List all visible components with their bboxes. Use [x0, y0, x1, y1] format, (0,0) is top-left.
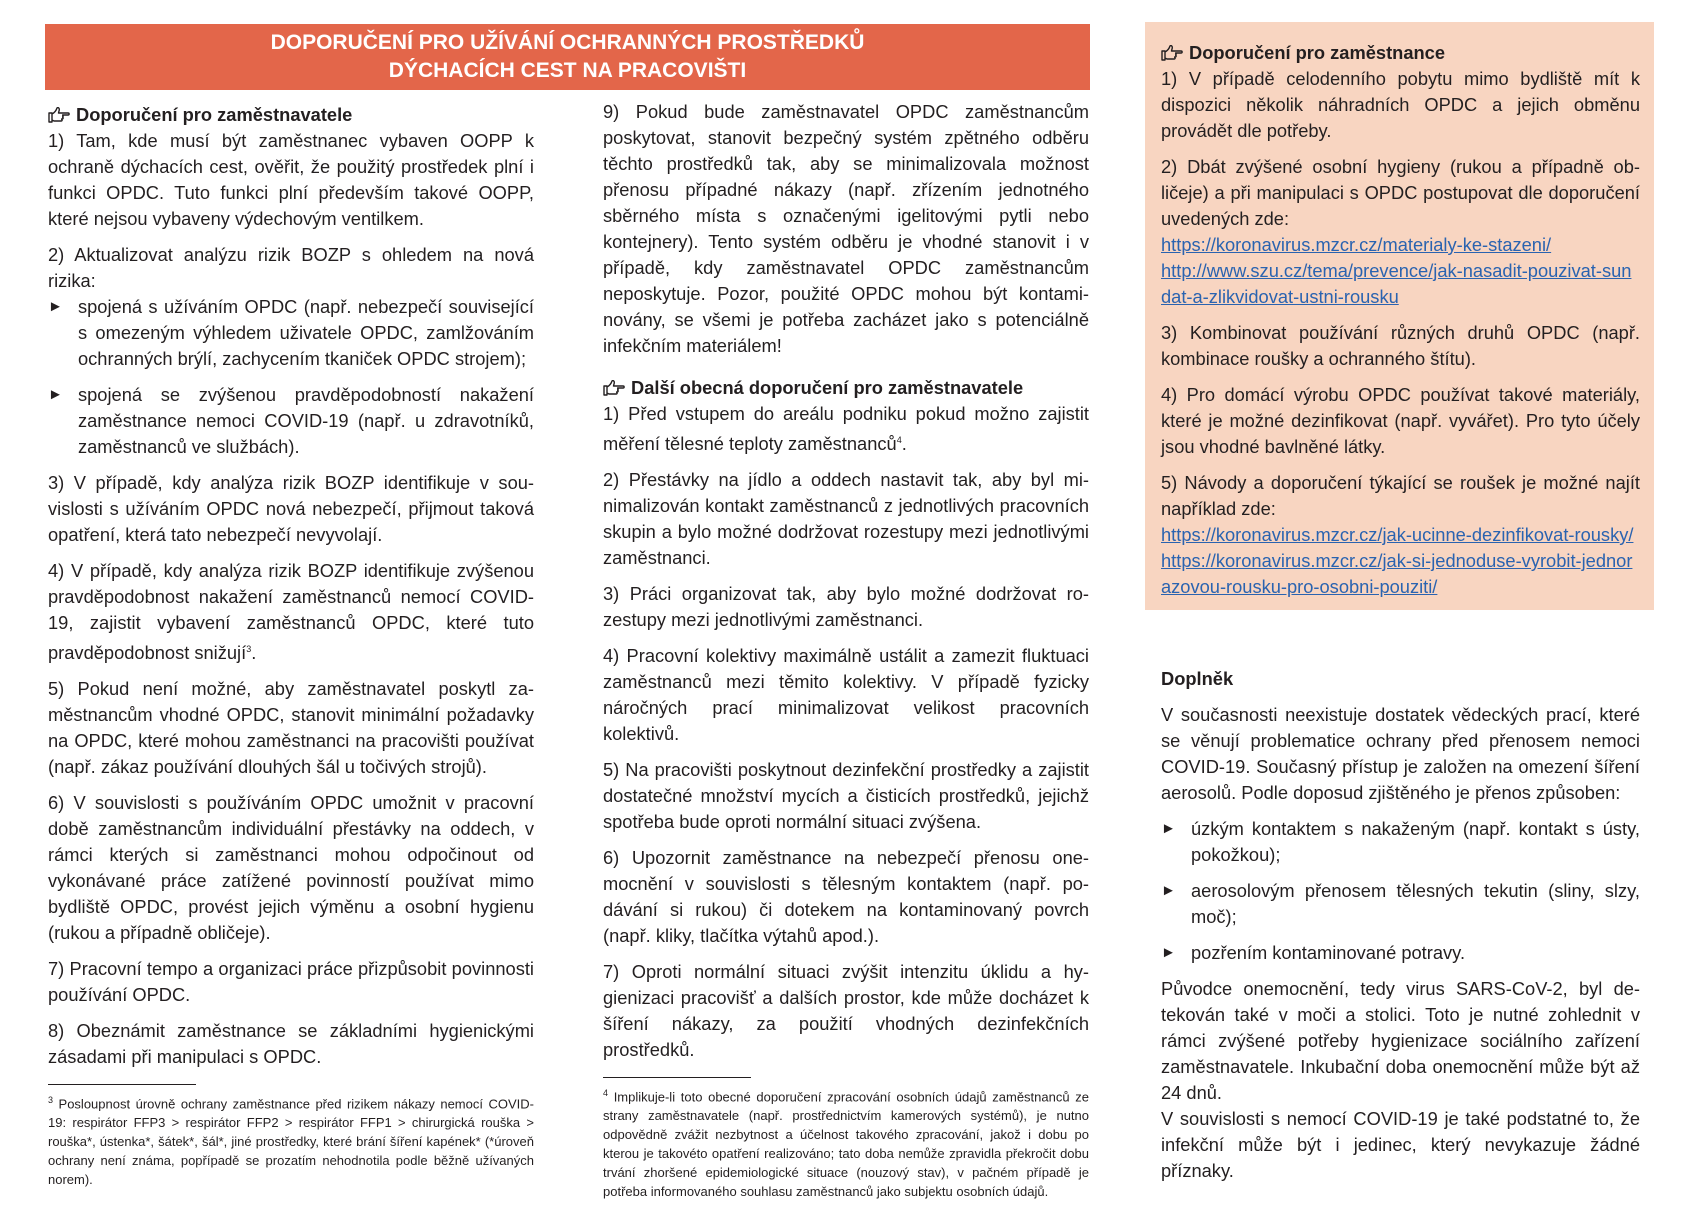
footnote-3: $^3$ Posloupnost úrovně ochrany zaměstnance před rizikem nákazy nemocí COVID-19: respirátor FFP3 > respirátor FFP2 > respirátor FFP1 > chirurgická rouška > rouška*, ústenka*, šátek*, šál*, jiné prostředky, které brání šíření kapének* (*úroveň ochrany není známa, popřípadě se prozatím nehodnotila podle běžně užívaných norem). — [48, 1095, 534, 1188]
employer-item-2: 2) Aktualizovat analýzu rizik BOZP s ohledem na nová rizika: — [48, 244, 534, 291]
footnote-divider — [48, 1084, 196, 1085]
triangle-right-icon: ► — [48, 386, 63, 403]
list-item: ► úzkým kontaktem s nakaženým (např. kontakt s ústy, pokožkou); — [1161, 816, 1640, 868]
triangle-right-icon: ► — [48, 298, 63, 315]
employer-item-9: 9) Pokud bude zaměstnavatel OPDC zaměstnancům poskytovat, stanovit bezpečný systém zpětného odběru těchto prostředků tak, aby se minimalizovala možnost přenosu případné nákazy (např. zřízením jednotného sběrného místa s označenými igelitovými pytli nebo kontejnery). Tento systém odběru je vhodné stanovit i v případě, kdy zaměstnavatel OPDC zaměstnancům neposkytuje. Pozor, použité OPDC mohou být kontaminovány, se všemi je potřeba zacházet jako s potenciálně infekčním materiálem! — [603, 101, 1089, 356]
employer-item-5: 5) Pokud není možné, aby zaměstnavatel poskytl zaměstnancům vhodné OPDC, stanovit minimální požadavky na OPDC, které mohou zaměstnanci na pracovišti používat (např. zákaz používání dlouhých šál u točivých strojů). — [48, 678, 534, 778]
doplnek-para-2: Původce onemocnění, tedy virus SARS-CoV-2, byl detekován také v moči a stolici. Toto je nutné zohlednit v rámci zvýšené potřeby hygienizace sociálního zařízení zaměstnavatele. Inkubační doba onemocnění může být až 24 dnů. — [1161, 978, 1640, 1103]
general-item-2: 2) Přestávky na jídlo a oddech nastavit tak, aby byl minimalizován kontakt zaměstnanců z jednotlivých pracovních skupin a bylo možné dodržovat rozestupy mezi jednotlivými zaměstnanci. — [603, 469, 1089, 569]
page-title — [45, 24, 1090, 90]
doplnek-intro: V současnosti neexistuje dostatek vědeckých prací, které se věnují problematice ochrany před přenosem nemoci COVID-19. Současný přístup je založen na omezení šíření aerosolů. Podle doposud zjištěného je přenos způsoben: — [1161, 704, 1640, 803]
employer-item-1: 1) Tam, kde musí být zaměstnanec vybaven OOPP k ochraně dýchacích cest, ověřit, že použitý prostředek plní i funkci OPDC. Tuto funkci plní především takové OOPP, které nejsou vybaveny výdechovým ventilkem. — [48, 130, 534, 229]
employee-item-4: 4) Pro domácí výrobu OPDC používat takové materiály, které je možné dezinfikovat (např. vyvářet). Pro tyto účely jsou vhodné bavlněné látky. — [1161, 384, 1640, 457]
general-item-1: 1) Před vstupem do areálu podniku pokud možno zajistit měření tělesné teploty zaměstnanců$^4$. — [603, 403, 1089, 455]
triangle-right-icon: ► — [1161, 882, 1176, 899]
pointing-hand-icon — [48, 107, 70, 123]
employee-column — [1145, 22, 1654, 1194]
employer-item-4: 4) V případě, kdy analýza rizik BOZP identifikuje zvýšenou pravděpodobnost nakažení zaměstnanců nemocí COVID-19, zajistit vybavení zaměstnanců OPDC, které tuto pravděpodobnost snižují$^3$. — [48, 560, 534, 664]
pointing-hand-icon — [603, 380, 625, 396]
employee-box — [1145, 22, 1654, 610]
employee-heading — [1161, 40, 1640, 66]
footnote-ref: 4 — [896, 435, 902, 445]
general-item-3: 3) Práci organizovat tak, aby bylo možné dodržovat rozestupy mezi jednotlivými zaměstnanci. — [603, 583, 1089, 631]
list-item: ► spojená s užíváním OPDC (např. nebezpečí související s omezeným výhledem uživatele OPDC, zamlžováním ochranných brýlí, zachycením tkaniček OPDC strojem); — [48, 294, 534, 372]
employer-item-7: 7) Pracovní tempo a organizaci práce přizpůsobit povinnosti používání OPDC. — [48, 958, 534, 1006]
employee-heading-text: Doporučení pro zaměstnance — [1189, 42, 1445, 63]
employer-heading-text: Doporučení pro zaměstnavatele — [76, 104, 353, 125]
triangle-right-icon: ► — [1161, 820, 1176, 837]
title-line-1: DOPORUČENÍ PRO UŽÍVÁNÍ OCHRANNÝCH PROSTŘEDKŮ — [270, 31, 865, 54]
employer-item-3: 3) V případě, kdy analýza rizik BOZP identifikuje v souvislosti s užíváním OPDC nová nebezpečí, přijmout taková opatření, která tato nebezpečí nevyvolají. — [48, 472, 534, 545]
employer-column — [48, 102, 534, 1199]
employee-item-3: 3) Kombinovat používání různých druhů OPDC (např. kombinace roušky a ochranného štítu). — [1161, 322, 1640, 369]
link-dezinfikovat[interactable]: https://koronavirus.mzcr.cz/jak-ucinne-dezinfikovat-rousky/ — [1161, 524, 1634, 545]
employee-item-5: 5) Návody a doporučení týkající se roušek je možné najít například zde: — [1161, 472, 1640, 519]
general-item-7: 7) Oproti normální situaci zvýšit intenzitu úklidu a hygienizaci pracovišť a dalších prostor, kde může docházet k šíření nákazy, za použití vhodných dezinfekčních prostředků. — [603, 961, 1089, 1061]
employee-item-1: 1) V případě celodenního pobytu mimo bydliště mít k dispozici několik náhradních OPDC a jejich obměnu provádět dle potřeby. — [1161, 68, 1640, 141]
employer-heading — [48, 102, 534, 128]
pointing-hand-icon — [1161, 45, 1183, 61]
doplnek-section — [1145, 610, 1654, 1184]
employee-item-2: 2) Dbát zvýšené osobní hygieny (rukou a případně obličeje) a při manipulaci s OPDC postupovat dle doporučení uvedených zde: — [1161, 156, 1640, 229]
footnote-ref: 3 — [246, 644, 252, 654]
triangle-right-icon: ► — [1161, 944, 1176, 961]
link-szu[interactable]: http://www.szu.cz/tema/prevence/jak-nasadit-pouzivat-sundat-a-zlikvidovat-ustni-rousku — [1161, 260, 1632, 307]
list-item: ► spojená se zvýšenou pravděpodobností nakažení zaměstnance nemoci COVID-19 (např. u zdravotníků, zaměstnanců ve službách). — [48, 382, 534, 460]
doplnek-para-3: V souvislosti s nemocí COVID-19 je také podstatné to, že infekční může být i jedinec, který nevykazuje žádné příznaky. — [1161, 1108, 1640, 1181]
title-line-2: DÝCHACÍCH CEST NA PRACOVIŠTI — [388, 59, 747, 82]
footnote-4: $^4$ Implikuje-li toto obecné doporučení zpracování osobních údajů zaměstnanců ze strany zaměstnavatele (např. prostřednictvím kamerových systémů), je nutno odpovědně zvážit nezbytnost a účelnost takového zpracování, jakož i dobu po kterou je takovéto opatření realizováno; tato doba nemůže zpravidla překročit dobu trvání zhoršené epidemiologické situace (nouzový stav), v pačném případě je potřeba informovaného souhlasu zaměstnanců jako subjektu osobních údajů. — [603, 1088, 1089, 1200]
list-item: ► aerosolovým přenosem tělesných tekutin (sliny, slzy, moč); — [1161, 878, 1640, 930]
general-item-4: 4) Pracovní kolektivy maximálně ustálit a zamezit fluktuaci zaměstnanců mezi těmito kolektivy. V případě fyzicky náročných prací minimalizovat velikost pracovních kolektivů. — [603, 645, 1089, 745]
general-column — [603, 99, 1089, 1211]
employer-item-8: 8) Obeznámit zaměstnance se základními hygienickými zásadami při manipulaci s OPDC. — [48, 1020, 534, 1068]
employer-item-6: 6) V souvislosti s používáním OPDC umožnit v pracovní době zaměstnancům individuální přestávky na oddech, v rámci kterých si zaměstnanci mohou odpočinout od vykonávané práce zatížené povinností používat mimo bydliště OPDC, provést jejich výměnu a osobní hygienu (rukou a případně obličeje). — [48, 792, 534, 944]
list-item: ► pozřením kontaminované potravy. — [1161, 940, 1640, 966]
link-materialy[interactable]: https://koronavirus.mzcr.cz/materialy-ke-stazeni/ — [1161, 234, 1552, 255]
link-vyrobit[interactable]: https://koronavirus.mzcr.cz/jak-si-jednoduse-vyrobit-jednorazovou-rousku-pro-osobni-pouziti/ — [1161, 550, 1633, 597]
general-item-5: 5) Na pracovišti poskytnout dezinfekční prostředky a zajistit dostatečné množství mycích a čisticích prostředků, jejichž spotřeba bude oproti normální situaci zvýšena. — [603, 759, 1089, 833]
general-heading — [603, 375, 1089, 401]
footnote-divider — [603, 1077, 751, 1078]
general-heading-text: Další obecná doporučení pro zaměstnavatele — [631, 377, 1024, 398]
general-item-6: 6) Upozornit zaměstnance na nebezpečí přenosu onemocnění v souvislosti s tělesným kontaktem (např. podávání si rukou) či dotekem na kontaminovaný povrch (např. kliky, tlačítka výtahů apod.). — [603, 847, 1089, 947]
doplnek-title: Doplněk — [1161, 668, 1234, 689]
